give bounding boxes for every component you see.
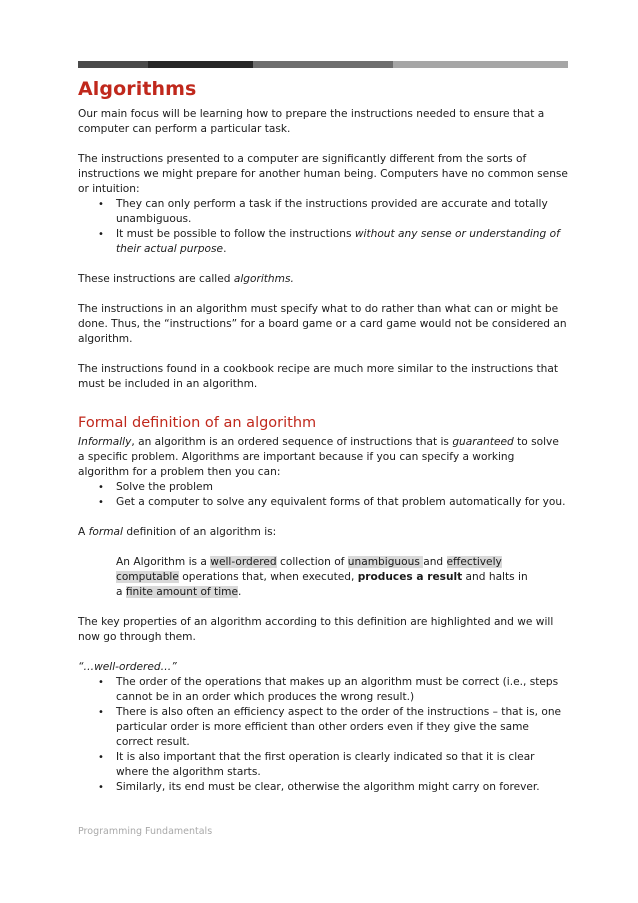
list-item: • Similarly, its end must be clear, otherwise the algorithm might carry on forever.: [78, 780, 568, 795]
formal-definition-quote: An Algorithm is a well-ordered collection of unambiguous and effectively computable operations that, when executed, produces a result and halts in a finite amount of time.: [116, 556, 528, 598]
list-item: • Solve the problem: [78, 480, 568, 495]
well-ordered-label: “…well-ordered…”: [78, 661, 177, 673]
highlighted-term: well-ordered: [210, 556, 277, 568]
section-heading: Formal definition of an algorithm: [78, 415, 317, 431]
header-bar-segment: [253, 61, 393, 68]
highlighted-term: effectively computable: [116, 556, 502, 583]
list-item: • There is also often an efficiency aspect to the order of the instructions – that is, one particular order is more efficient than other orders even if they give the same correct result.: [78, 705, 568, 750]
key-properties-paragraph: The key properties of an algorithm according to this definition are highlighted and we will now go through them.: [78, 616, 554, 643]
algorithms-called-paragraph: These instructions are called algorithms.: [78, 273, 294, 285]
list-item: • It is also important that the first operation is clearly indicated so that it is clear where the algorithm starts.: [78, 750, 568, 780]
list-item: • The order of the operations that makes up an algorithm must be correct (i.e., steps cannot be in an order which produces the wrong result.): [78, 675, 568, 705]
page-title: Algorithms: [78, 78, 197, 100]
highlighted-term: unambiguous: [347, 556, 424, 568]
header-bar-segment: [393, 61, 568, 68]
highlighted-term: finite amount of time: [125, 586, 238, 598]
formal-intro-paragraph: A formal definition of an algorithm is:: [78, 526, 277, 538]
computers-paragraph: The instructions presented to a computer are significantly different from the sorts of instructions we might prepare for another human being. Computers have no common sense or intuition:: [78, 153, 568, 195]
computer-requirements-list: [78, 197, 568, 257]
intro-paragraph: Our main focus will be learning how to prepare the instructions needed to ensure that a computer can perform a particular task.: [78, 108, 545, 135]
header-bar-segment: [148, 61, 253, 68]
well-ordered-list: [78, 675, 568, 795]
list-item: • Get a computer to solve any equivalent forms of that problem automatically for you.: [78, 495, 568, 510]
document-body: [78, 107, 568, 795]
header-bar-segment: [78, 61, 148, 68]
board-game-paragraph: The instructions in an algorithm must specify what to do rather than what can or might be done. Thus, the “instructions” for a board game or a card game would not be considered an algorithm.: [78, 303, 567, 345]
header-color-bar: [78, 61, 568, 68]
list-item: • It must be possible to follow the instructions without any sense or understanding of their actual purpose.: [78, 227, 568, 257]
page-footer: Programming Fundamentals: [78, 826, 213, 837]
informal-definition-paragraph: Informally, an algorithm is an ordered sequence of instructions that is guaranteed to solve a specific problem. Algorithms are important because if you can specify a working algorithm for a problem then you can:: [78, 436, 559, 478]
algorithm-benefits-list: [78, 480, 568, 510]
list-item: • They can only perform a task if the instructions provided are accurate and totally unambiguous.: [78, 197, 568, 227]
cookbook-paragraph: The instructions found in a cookbook recipe are much more similar to the instructions that must be included in an algorithm.: [78, 363, 559, 390]
